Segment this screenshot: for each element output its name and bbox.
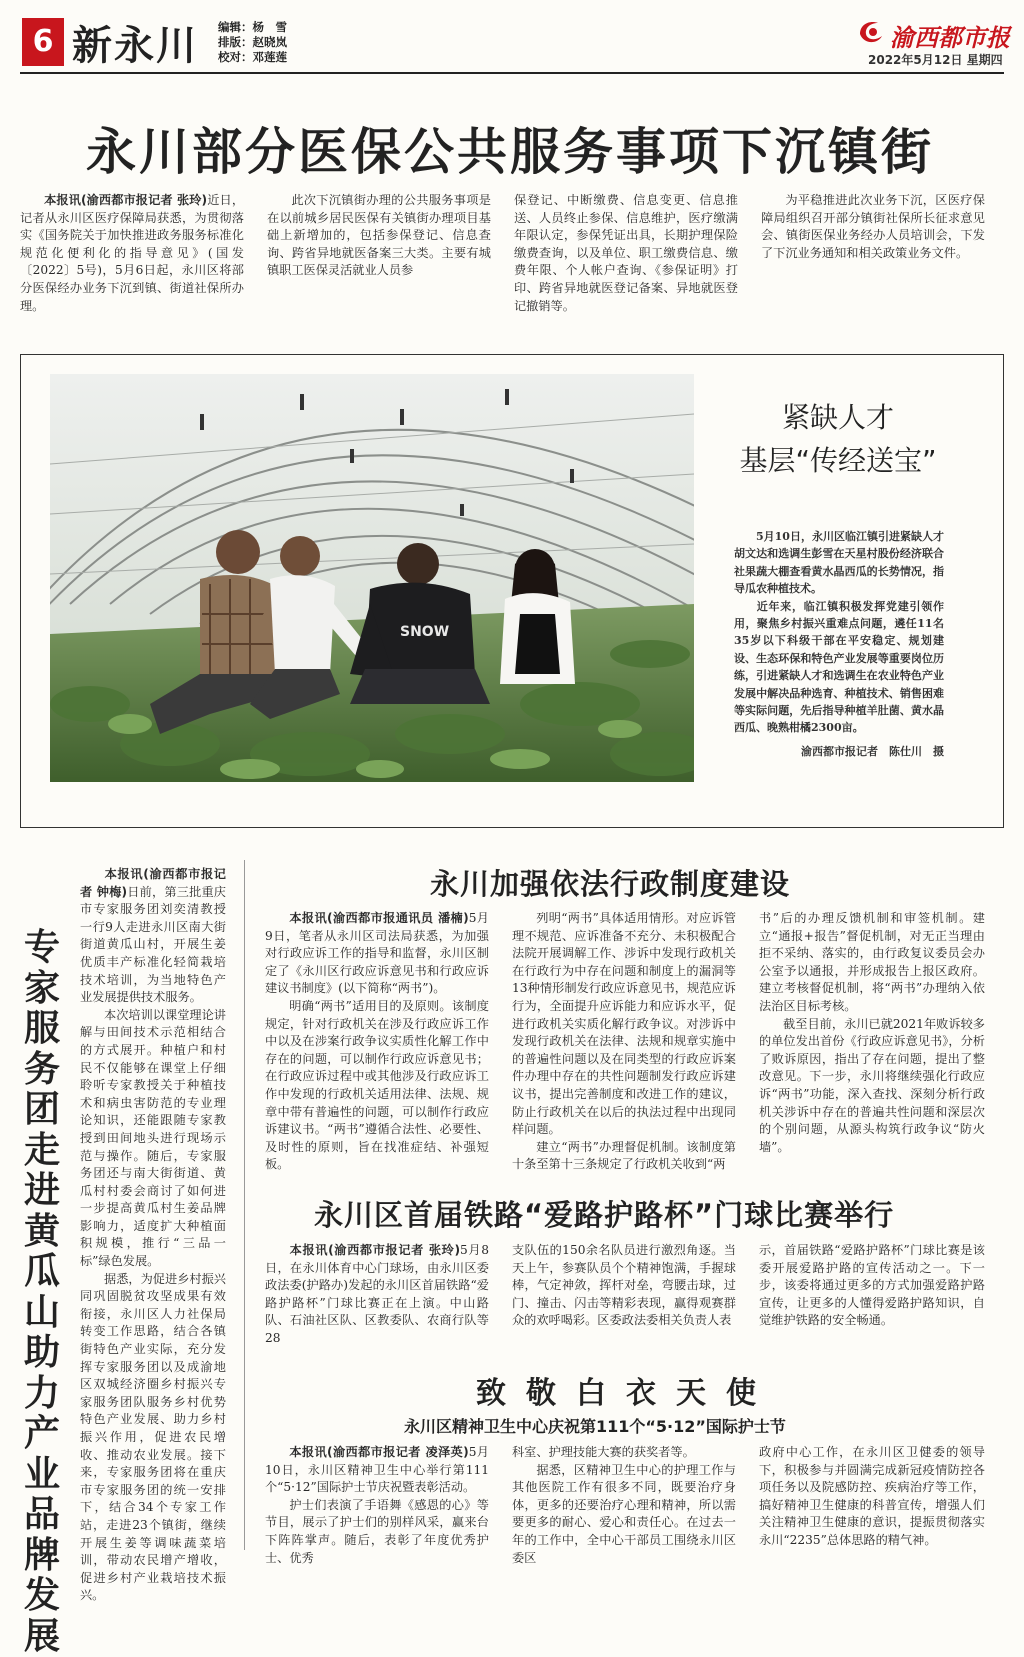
article4-byline: 本报讯(渝西都市报记者 张玲)	[289, 1243, 461, 1257]
logo-swirl-icon	[856, 18, 886, 46]
article1-col1: 本报讯(渝西都市报记者 张玲)近日，记者从永川区医疗保障局获悉，为贯彻落实《国务院关于加快推进政务服务标准化规范化便利化的指导意见》(国发〔2022〕5号)，5月6日起，永川区将部分医保经办业务下沉到镇、街道社保所办理。	[20, 193, 245, 313]
article3-col1: 本报讯(渝西都市报通讯员 潘楠)5月9日，笔者从永川区司法局获悉，为加强对行政应诉工作的指导和监督，永川区制定了《永川区行政应诉意见书和行政应诉建议书制度》(以下简称“两书”)。 明确“两书”适用目的及原则。该制度规定，针对行政机关在涉及行政应诉工作中以及在涉案行政争议实质性化解工作中存在的问题，可以制作行政应诉意见书；在行政应诉过程中或其他涉及行政应诉工作中发现的行政机关适用法律、法规、规章中带有普遍性的问题，可以制作行政应诉建议书。“两书”遵循合法性、必要性、及时性的原则，旨在找准症结、补强短板。	[265, 911, 489, 1172]
article5-col2: 科室、护理技能大赛的获奖者等。 据悉，区精神卫生中心的护理工作与其他医院工作有很多不同，既要治疗身体，更多的还要治疗心理和精神，所以需要更多的耐心、爱心和责任心。在过去一年的工作中，全中心干部员工围绕永川区委区	[512, 1445, 736, 1565]
page-number: 6	[22, 18, 64, 66]
article3-title: 永川加强依法行政制度建设	[430, 867, 791, 901]
photo-story-title	[727, 396, 949, 482]
staff-proof: 校对：邓莲莲	[218, 50, 287, 64]
newspaper-logo	[856, 18, 1010, 52]
article3-byline: 本报讯(渝西都市报通讯员 潘楠)	[289, 911, 469, 925]
article1-title: 永川部分医保公共服务事项下沉镇街	[86, 123, 934, 181]
article4-col3: 示，首届铁路“爱路护路杯”门球比赛是该委开展爱路护路的宣传活动之一。下一步，该委将通过更多的方式加强爱路护路宣传，让更多的人懂得爱路护路知识，自觉维护铁路的安全畅通。	[759, 1243, 985, 1328]
article2-body: 本报讯(渝西都市报记者 钟梅)日前，第三批重庆市专家服务团刘奕清教授一行9人走进永川区南大街街道黄瓜山村，开展生姜优质丰产标准化轻简栽培技术培训，为当地特色产业发展提供技术服务。 本次培训以课堂理论讲解与田间技术示范相结合的方式展开。种植户和村民不仅能够在课堂上仔细聆听专家教授关于种植技术和病虫害防范的专业理论知识，还能跟随专家教授到田间地头进行现场示范与操作。随后，专家服务团还与南大街街道、黄瓜村村委会商讨了如何进一步提高黄瓜村生姜品牌影响力，适度扩大种植面积规模，推行“三品一标”绿色发展。 据悉，为促进乡村振兴同巩固脱贫攻坚成果有效衔接，永川区人力社保局转变工作思路，结合各镇街特色产业实际，充分发挥专家服务团以及成渝地区双城经济圈乡村振兴专家服务团队服务乡村优势特色产业发展、助力乡村振兴作用，促进农民增收、推动农业发展。接下来，专家服务团将在重庆市专家服务团的统一安排下，结合34个专家工作站，走进23个镇街，继续开展生姜等调味蔬菜培训，带动农民增产增收，促进乡村产业栽培技术振兴。	[80, 867, 226, 1603]
article5-byline: 本报讯(渝西都市报记者 凌泽英)	[289, 1445, 469, 1459]
article2-byline: 本报讯(渝西都市报记者 钟梅)	[80, 867, 226, 899]
photo-credit: 渝西都市报记者 陈仕川 摄	[801, 744, 944, 758]
article5-title: 致敬白衣天使	[476, 1376, 776, 1411]
photo-title-line1: 紧缺人才	[781, 401, 894, 434]
staff-editor: 编辑：杨 雪	[218, 20, 287, 34]
greenhouse-photo	[50, 374, 694, 782]
masthead-rule	[20, 72, 1004, 74]
article1-col3: 保登记、中断缴费、信息变更、信息推送、人员终止参保、信息维护，医疗缴满年限认定，参保凭证出具，长期护理保险缴费查询，以及单位、职工缴费信息、缴费年限、个人帐户查询、《参保证明》打印、跨省异地就医登记备案、异地就医登记撤销等。	[514, 193, 738, 313]
article1-byline: 本报讯(渝西都市报记者 张玲)	[44, 193, 208, 207]
section-title: 新永川	[72, 22, 198, 69]
hoodie-text: SNOW	[400, 624, 450, 640]
article2-title: 专家服务团走进黄瓜山助力产业品牌发展	[23, 927, 60, 1657]
column-separator	[244, 860, 245, 1550]
photo-caption: 5月10日，永川区临江镇引进紧缺人才胡文达和选调生彭雪在天星村股份经济联合社果蔬大棚查看黄水晶西瓜的长势情况，指导瓜农种植技术。 近年来，临江镇积极发挥党建引领作用，聚焦乡村振兴重难点问题，遴任11名35岁以下科级干部在平安稳定、规划建设、生态环保和特色产业发展等重要岗位历练，引进紧缺人才和选调生在农业特色产业发展中解决品种选育、种植技术、销售困难等实际问题，先后指导种植羊肚菌、黄水晶西瓜、晚熟柑橘2300亩。 渝西都市报记者 陈仕川 摄	[734, 528, 944, 760]
article3-col2: 列明“两书”具体适用情形。对应诉管理不规范、应诉准备不充分、未积极配合法院开展调解工作、涉诉中发现行政机关在行政行为中存在问题和制度上的漏洞等13种情形制发行政应诉意见书，规范应诉行为，全面提升应诉能力和应诉水平，促进行政机关实质化解行政争议。对涉诉中发现行政机关在法律、法规和规章实施中的普遍性问题以及在同类型的行政应诉案件办理中存在的共性问题制发行政应诉建议书，提出完善制度和改进工作的建议，防止行政机关在以后的执法过程中出现同样问题。 建立“两书”办理督促机制。该制度第十条至第十三条规定了行政机关收到“两	[512, 911, 736, 1172]
article5-col1: 本报讯(渝西都市报记者 凌泽英)5月10日，永川区精神卫生中心举行第111个“5·12”国际护士节庆祝暨表彰活动。 护士们表演了手语舞《感恩的心》等节目，展示了护士们的别样风采，赢来台下阵阵掌声。随后，表彰了年度优秀护士、优秀	[265, 1445, 489, 1565]
photo-title-line2: 基层“传经送宝”	[739, 444, 937, 477]
article3-col3: 书”后的办理反馈机制和审签机制。建立“通报+报告”督促机制，对无正当理由拒不采纳、落实的，由行政复议委员会办公室予以通报，并形成报告上报区政府。建立考核督促机制，将“两书”办理纳入依法治区目标考核。 截至目前，永川已就2021年败诉较多的单位发出首份《行政应诉意见书》，分析了败诉原因，指出了存在问题，提出了整改意见。下一步，永川将继续强化行政应诉“两书”功能，深入查找、深刻分析行政机关涉诉中存在的普遍共性问题和深层次的个别问题，从源头构筑行政争议“防火墙”。	[759, 911, 985, 1154]
article5-col3: 政府中心工作，在永川区卫健委的领导下，积极参与并圆满完成新冠疫情防控各项任务以及院感防控、疾病治疗等工作，搞好精神卫生健康的科普宣传，增强人们关注精神卫生健康的意识，提振贯彻落实永川“2235”总体思路的精气神。	[759, 1445, 985, 1547]
article4-col1: 本报讯(渝西都市报记者 张玲)5月8日，在永川体育中心门球场，由永川区委政法委(护路办)发起的永川区首届铁路“爱路护路杯”门球比赛正在上演。中山路队、石油社区队、区教委队、农商行队等28	[265, 1243, 489, 1345]
article4-title: 永川区首届铁路“爱路护路杯”门球比赛举行	[314, 1198, 895, 1232]
article1-col2: 此次下沉镇街办理的公共服务事项是在以前城乡居民医保有关镇街办理项目基础上新增加的，包括参保登记、信息查询、跨省异地就医备案三大类。主要有城镇职工医保灵活就业人员参	[267, 193, 491, 278]
issue-date: 2022年5月12日 星期四	[868, 53, 1003, 67]
paper-name: 渝西都市报	[890, 23, 1010, 52]
staff-credits	[218, 20, 287, 65]
article5-subtitle: 永川区精神卫生中心庆祝第111个“5·12”国际护士节	[404, 1417, 786, 1436]
article4-col2: 支队伍的150余名队员进行激烈角逐。当天上午，参赛队员个个精神饱满，手握球棒，气定神敛，挥杆对垒，弯腰击球，过门、撞击、闪击等精彩表现，赢得观赛群众的欢呼喝彩。区委政法委相关负责人表	[512, 1243, 736, 1328]
article1-col4: 为平稳推进此次业务下沉，区医疗保障局组织召开部分镇街社保所长征求意见会、镇街医保业务经办人员培训会，下发了下沉业务通知和相关政策业务文件。	[761, 193, 985, 260]
staff-layout: 排版：赵晓岚	[218, 35, 287, 49]
